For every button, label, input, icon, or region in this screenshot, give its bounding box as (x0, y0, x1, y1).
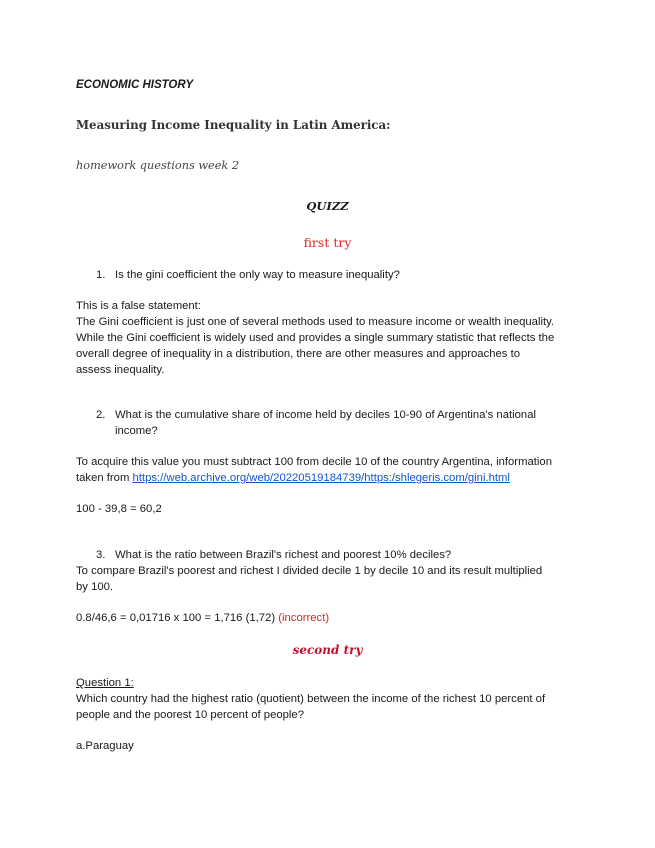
question-number: 2. (96, 409, 106, 421)
answer-line: While the Gini coefficient is widely used and provides a single summary statistic that reflects the (76, 332, 555, 344)
answer-line: This is a false statement: (76, 300, 201, 312)
question-text (115, 407, 575, 439)
answer-1 (76, 298, 581, 378)
second-try-heading: second try (292, 643, 363, 657)
answer-line: The Gini coefficient is just one of several methods used to measure income or wealth inequality. (76, 316, 555, 328)
question-line: What is the cumulative share of income held by deciles 10-90 of Argentina's national (115, 409, 537, 421)
answer-line: assess inequality. (76, 364, 165, 376)
document-title: Measuring Income Inequality in Latin America: (76, 118, 391, 132)
course-heading: ECONOMIC HISTORY (76, 79, 194, 91)
question-text: What is the ratio between Brazil's richest and poorest 10% deciles? (115, 549, 452, 561)
calculation-3 (76, 610, 581, 626)
document-subtitle: homework questions week 2 (76, 159, 240, 172)
answer-3 (76, 563, 581, 595)
answer-line: To compare Brazil's poorest and richest I divided decile 1 by decile 10 and its result multiplied (76, 565, 543, 577)
answer-2 (76, 454, 581, 486)
answer-line (76, 470, 581, 486)
second-try-answer: a.Paraguay (76, 740, 134, 752)
calculation-2: 100 - 39,8 = 60,2 (76, 503, 162, 515)
question-text: Is the gini coefficient the only way to measure inequality? (115, 269, 400, 281)
answer-prefix: taken from (76, 472, 133, 484)
calculation-text: 0.8/46,6 = 0,01716 x 100 = 1,716 (1,72) (76, 612, 279, 624)
question-line: income? (115, 425, 158, 437)
answer-line: overall degree of inequality in a distribution, there are other measures and approaches to (76, 348, 520, 360)
answer-line: To acquire this value you must subtract 100 from decile 10 of the country Argentina, information (76, 456, 552, 468)
question-line: Which country had the highest ratio (quotient) between the income of the richest 10 percent of (76, 693, 546, 705)
incorrect-label: (incorrect) (278, 612, 330, 624)
source-link[interactable]: https://web.archive.org/web/20220519184739/https:/shlegeris.com/gini.html (132, 472, 510, 484)
question-label: Question 1: (76, 677, 134, 689)
first-try-heading: first try (303, 235, 352, 250)
question-line: people and the poorest 10 percent of people? (76, 709, 305, 721)
quiz-heading: QUIZZ (306, 199, 349, 213)
second-try-question-1 (76, 675, 581, 723)
question-number: 3. (96, 549, 106, 561)
question-number: 1. (96, 269, 106, 281)
answer-line: by 100. (76, 581, 114, 593)
